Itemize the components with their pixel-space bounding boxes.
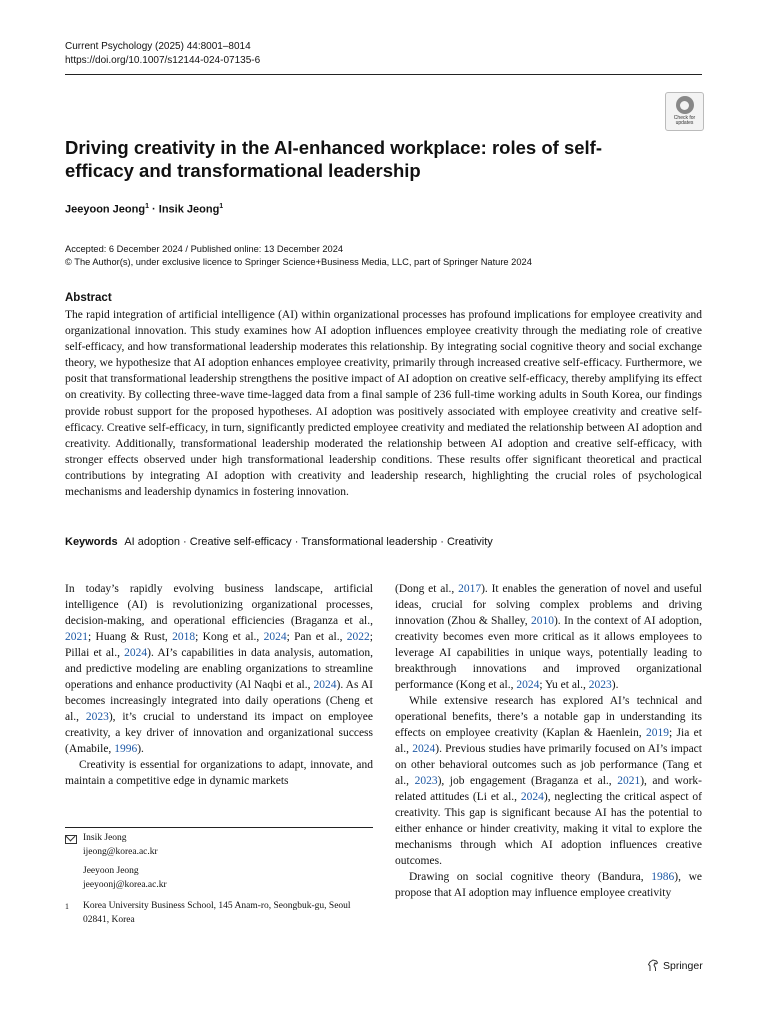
footnote-author-email[interactable]: jeeyoonj@korea.ac.kr <box>83 879 167 890</box>
keyword: AI adoption <box>124 536 180 548</box>
body-text: ; Kong et al., <box>195 631 264 643</box>
body-text: ). As AI becomes increasingly integrated into daily operations (Cheng et al., <box>65 679 373 723</box>
abstract-text: The rapid integration of artificial intelligence (AI) within organizational processes has profound implications for employee creativity and organizational innovation. This study examines how AI adoption influences employee creativity through the mediating role of creative self-efficacy, and how transformational leadership moderates this relationship. By integrating social cognitive theory and social exchange theory, we hypothesize that AI adoption enhances employee creativity, primarily through increased creative self-efficacy. Furthermore, we posit that transformational leadership strengthens the positive impact of AI adoption on creative self-efficacy, thereby amplifying its effect on creativity. By collecting three-wave time-lagged data from a final sample of 236 full-time working adults in South Korea, our findings provide robust support for the proposed hypotheses. AI adoption was positively associated with employee creativity and creative self-efficacy. Creative self-efficacy, in turn, significantly predicted employee creativity and mediated the relationship between AI adoption and creativity. Additionally, transformational leadership moderated the relationship between AI adoption and creative self-efficacy, with stronger effects observed under high transformational leadership conditions. These results offer significant theoretical and practical contributions by integrating AI adoption with creativity and leadership research, highlighting the crucial roles of psychological mechanisms and leadership dynamics in fostering innovation. <box>65 309 702 499</box>
citation-link[interactable]: 2022 <box>346 631 370 643</box>
body-text: ). In the context of AI adoption, creativity becomes even more critical as it allows employees to leverage AI capabilities in unique ways, potentially leading to breakthrough innovations and improved organizational performance (Kong et al., <box>395 615 702 691</box>
doi-link[interactable]: https://doi.org/10.1007/s12144-024-07135-6 <box>65 55 261 66</box>
keyword: Transformational leadership <box>301 536 438 548</box>
body-text: ; Huang & Rust, <box>88 631 173 643</box>
author-name[interactable]: Jeeyoon Jeong <box>65 203 146 216</box>
body-text: ), it’s crucial to understand its impact on employee creativity, a key driver of innovation and organizational success (Amabile, <box>65 711 373 755</box>
author-separator: · <box>148 203 159 216</box>
keyword-separator: · <box>291 536 302 548</box>
author-affiliation-mark: 1 <box>145 203 149 210</box>
citation-link[interactable]: 2024 <box>520 791 544 803</box>
citation-link[interactable]: 2024 <box>263 631 287 643</box>
check-updates-icon <box>676 96 694 114</box>
citation-link[interactable]: 2010 <box>530 615 554 627</box>
body-text: ; Pan et al., <box>286 631 347 643</box>
body-text: While extensive research has explored AI’s technical and operational benefits, there’s a notable gap in understanding its effects on employee creativity (Kaplan & Haenlein, <box>395 695 702 739</box>
check-updates-label: Check for updates <box>673 115 696 126</box>
body-paragraph <box>395 693 702 869</box>
keyword: Creative self-efficacy <box>189 536 292 548</box>
publisher-logo <box>647 959 703 972</box>
affiliation-mark: 1 <box>65 902 69 911</box>
footnote-author-email[interactable]: ijeong@korea.ac.kr <box>83 846 158 857</box>
check-for-updates-badge[interactable] <box>665 92 704 131</box>
footnote-author-name: Insik Jeong <box>83 833 127 843</box>
citation-link[interactable]: 2017 <box>458 583 482 595</box>
body-column-right <box>395 581 702 901</box>
footnote-author-name: Jeeyoon Jeong <box>83 866 139 876</box>
citation-link[interactable]: 2019 <box>645 727 669 739</box>
citation-link[interactable]: 2024 <box>412 743 436 755</box>
citation-link[interactable]: 2024 <box>124 647 148 659</box>
citation-link[interactable]: 2023 <box>588 679 612 691</box>
citation-link[interactable]: 1996 <box>114 743 138 755</box>
citation-link[interactable]: 1986 <box>651 871 675 883</box>
citation-link[interactable]: 2024 <box>516 679 540 691</box>
body-text: Drawing on social cognitive theory (Bandura, <box>409 871 652 883</box>
body-text: (Dong et al., <box>395 583 459 595</box>
body-paragraph <box>395 581 702 693</box>
body-paragraph <box>395 869 702 901</box>
publication-dates <box>65 243 532 269</box>
abstract-heading: Abstract <box>65 292 112 304</box>
citation-link[interactable]: 2018 <box>172 631 196 643</box>
keyword-separator: · <box>179 536 190 548</box>
body-text: ; Jia et al., <box>395 727 702 755</box>
citation-link[interactable]: 2023 <box>414 775 438 787</box>
citation-link[interactable]: 2023 <box>85 711 109 723</box>
journal-citation: Current Psychology (2025) 44:8001–8014 <box>65 41 251 52</box>
body-column-left <box>65 581 373 789</box>
keyword-separator: · <box>437 536 447 548</box>
body-text: Creativity is essential for organizations to adapt, innovate, and maintain a competitive edge in dynamic markets <box>65 759 373 787</box>
corresponding-author-note <box>65 832 373 892</box>
citation-link[interactable]: 2021 <box>617 775 641 787</box>
body-text: ). It enables the generation of novel and useful ideas, crucial for solving complex problems and driving innovation (Zhou & Shalley, <box>395 583 702 627</box>
accepted-published-line: Accepted: 6 December 2024 / Published online: 13 December 2024 <box>65 244 344 254</box>
body-text: ). AI’s capabilities in data analysis, automation, and predictive modeling are enabling organizations to streamline operations and enhance productivity (Al Naqbi et al., <box>65 647 373 691</box>
body-paragraph <box>65 581 373 757</box>
article-title: Driving creativity in the AI-enhanced workplace: roles of self-efficacy and transformational leadership <box>65 137 602 181</box>
body-text: In today’s rapidly evolving business landscape, artificial intelligence (AI) is revolutionizing organizational processes, decision-making, and operational efficiencies (Braganza et al., <box>65 583 373 627</box>
body-text: ). <box>611 679 619 691</box>
springer-horse-icon <box>647 959 659 972</box>
body-text: ; Pillai et al., <box>65 631 373 659</box>
body-text: ). Previous studies have primarily focused on AI’s impact on other behavioral outcomes such as job performance (Tang et al., <box>395 743 702 787</box>
author-list <box>65 203 223 216</box>
journal-header <box>65 40 260 68</box>
footnote-divider <box>65 827 373 828</box>
keywords-label: Keywords <box>65 536 118 548</box>
envelope-icon <box>65 835 77 844</box>
affiliation-note <box>65 900 373 927</box>
affiliation-text: Korea University Business School, 145 Anam-ro, Seongbuk-gu, Seoul 02841, Korea <box>83 901 351 925</box>
citation-link[interactable]: 2024 <box>313 679 337 691</box>
body-paragraph <box>65 757 373 789</box>
keyword: Creativity <box>446 536 493 548</box>
body-text: ), we propose that AI adoption may influence employee creativity <box>395 871 702 899</box>
footnotes <box>65 832 373 927</box>
copyright-line: © The Author(s), under exclusive licence to Springer Science+Business Media, LLC, part of Springer Nature 2024 <box>65 257 532 267</box>
body-text: ), job engagement (Braganza et al., <box>437 775 618 787</box>
publisher-name: Springer <box>663 959 703 972</box>
body-text: ), and work-related attitudes (Li et al., <box>395 775 702 803</box>
author-affiliation-mark: 1 <box>219 203 224 210</box>
author-name[interactable]: Insik Jeong <box>158 203 220 216</box>
citation-link[interactable]: 2021 <box>65 631 88 643</box>
body-text: ; Yu et al., <box>539 679 589 691</box>
header-divider <box>65 74 702 75</box>
keywords <box>65 536 493 548</box>
body-text: ). <box>137 743 144 755</box>
body-text: ), neglecting the critical aspect of creativity. This gap is significant because AI has the potential to either enhance or hinder creativity, making it vital to explore the mechanisms through which AI adoption influences creative outcomes. <box>395 791 702 867</box>
